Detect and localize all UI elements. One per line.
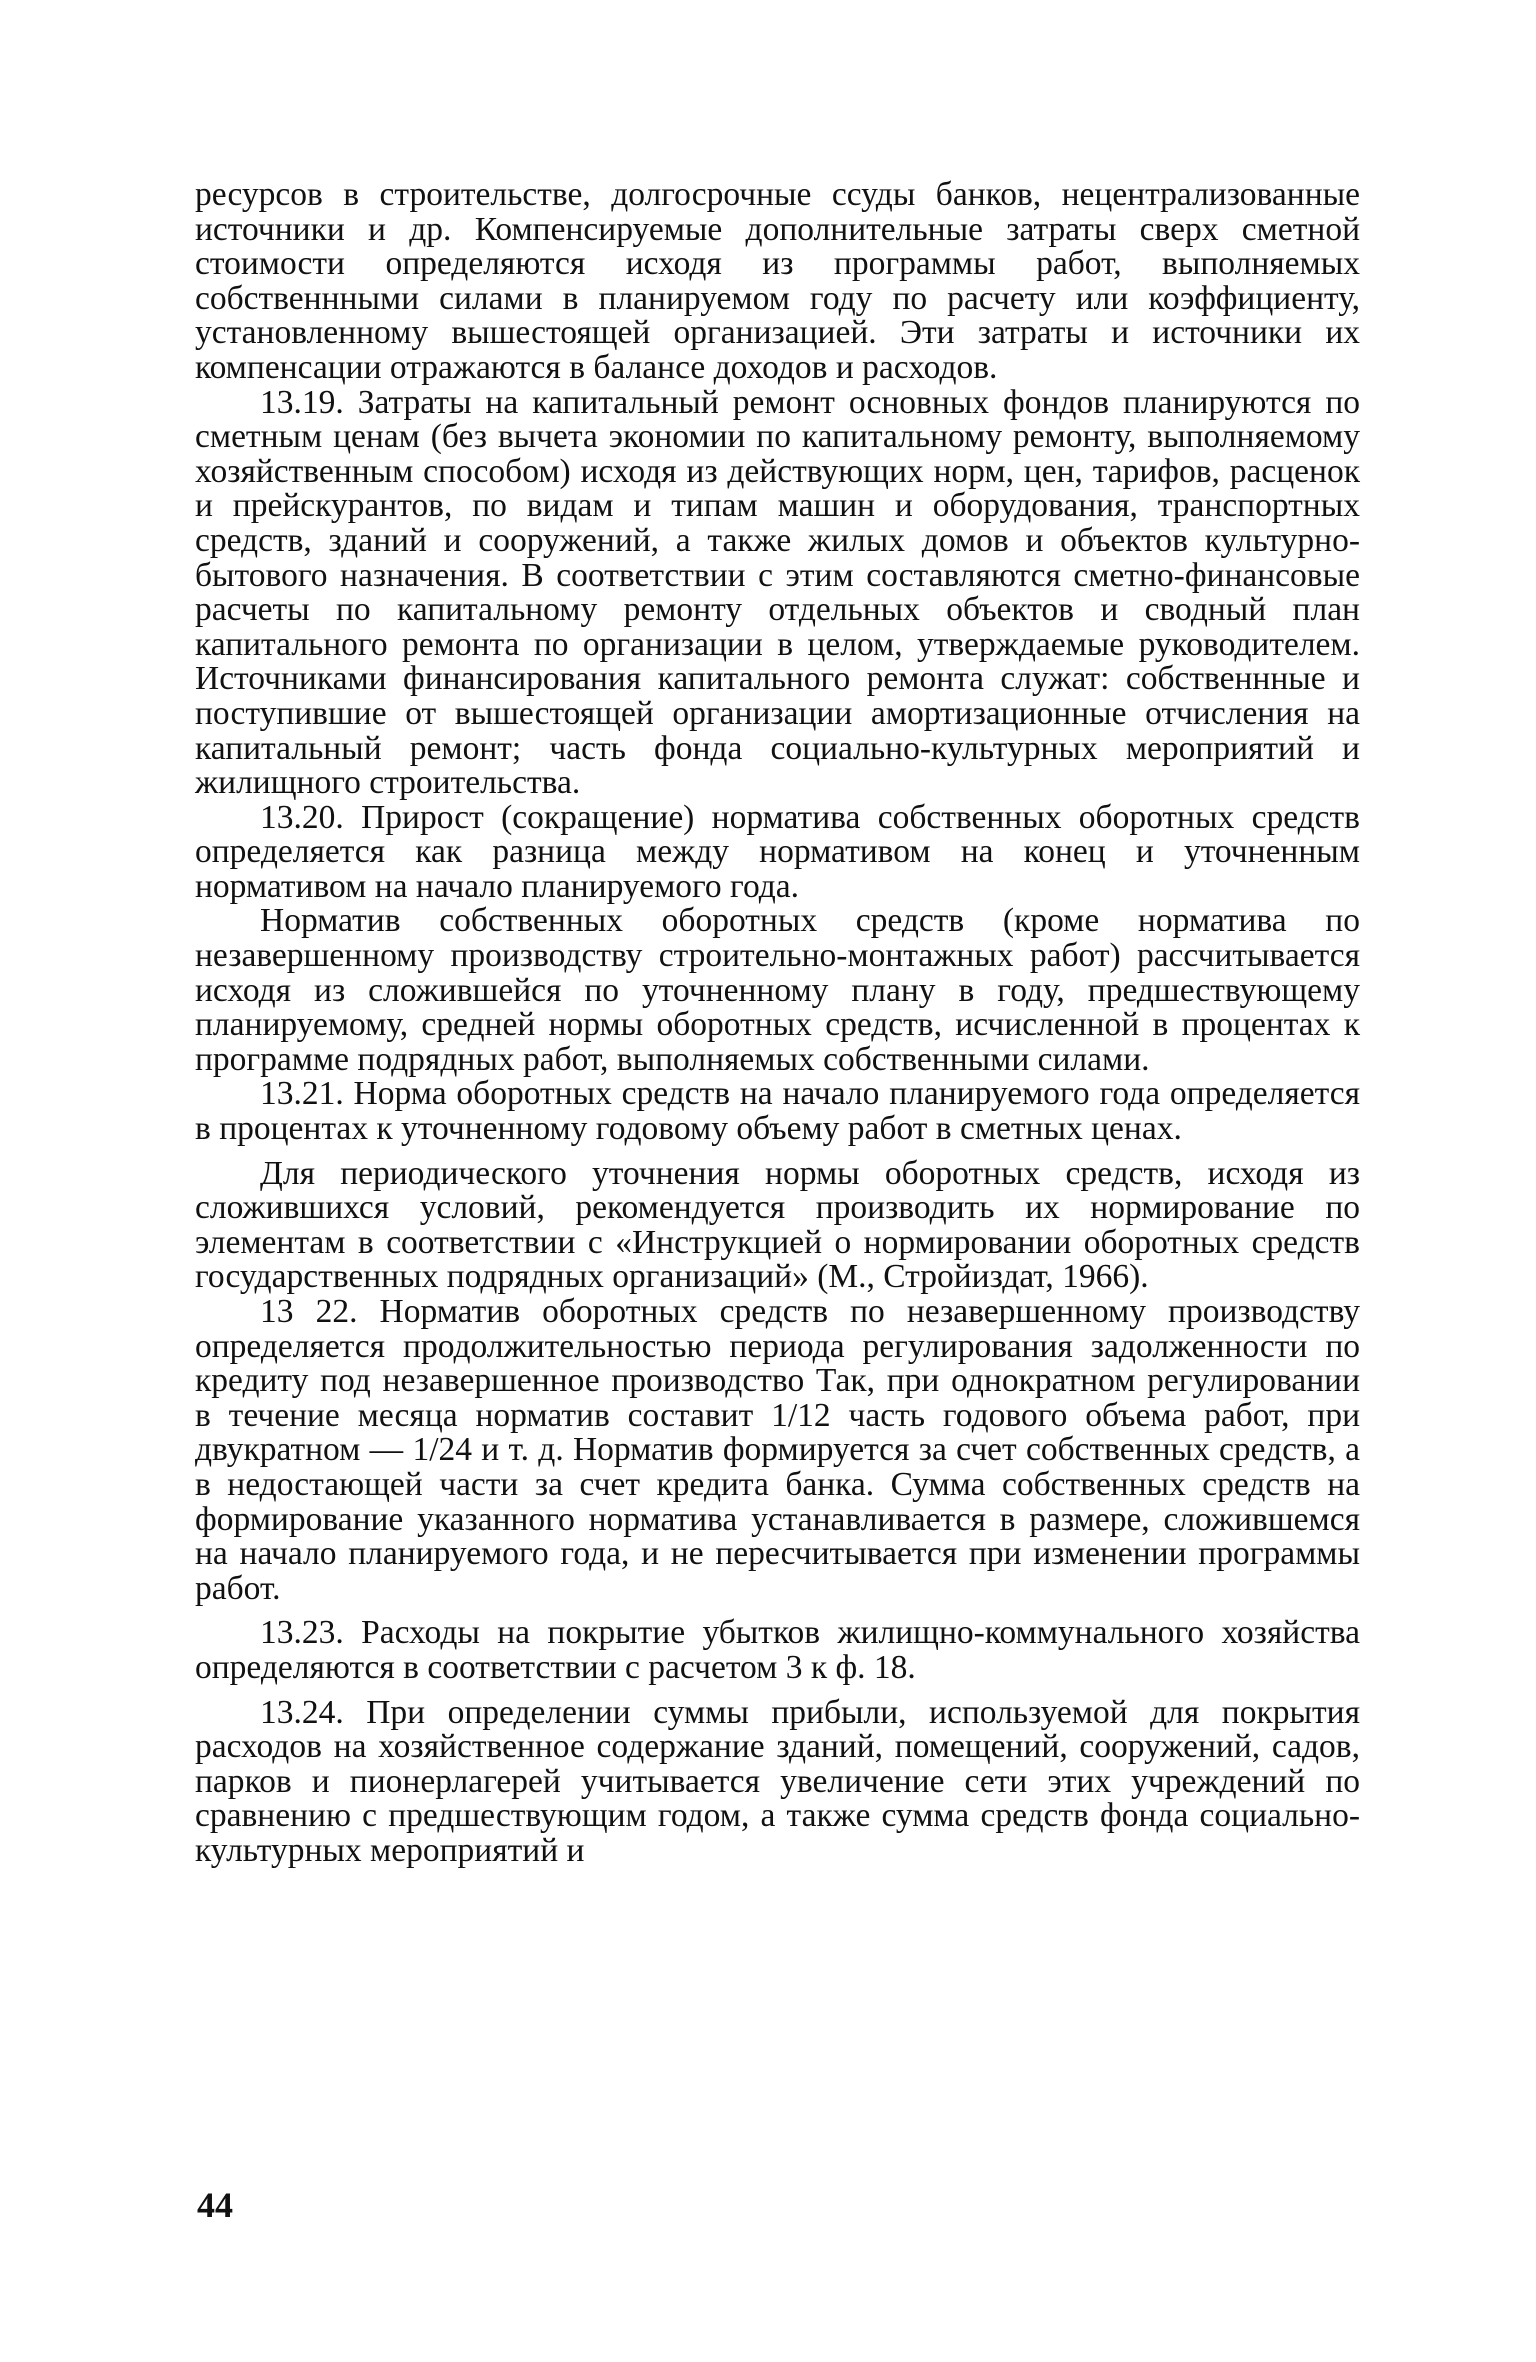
page-number: 44 bbox=[197, 2185, 233, 2225]
paragraph-13-22: 13 22. Норматив оборотных средств по незавершенному производству определяется продолжительностью периода регулирования задолженности по кредиту под незавершенное производство Так, при однократном регулировании в течение месяца норматив составит 1/12 часть годового объема работ, при двукратном — 1/24 и т. д. Норматив формируется за счет собственных средств, а в недостающей части за счет кредита банка. Сумма собственных средств на формирование указанного норматива устанавливается в размере, сложившемся на начало планируемого года, и не пересчитывается при изменении программы работ. bbox=[195, 1293, 1360, 1607]
paragraph-13-21: 13.21. Норма оборотных средств на начало планируемого года определяется в процентах к уточненному годовому объему работ в сметных ценах. bbox=[195, 1075, 1360, 1148]
paragraph-periodic-refinement: Для периодического уточнения нормы оборотных средств, исходя из сложившихся условий, рекомендуется производить их нормирование по элементам в соответствии с «Инструкцией о нормировании оборотных средств государственных подрядных организаций» (М., Стройиздат, 1966). bbox=[195, 1154, 1360, 1296]
paragraph-norm-own-funds: Норматив собственных оборотных средств (кроме норматива по незавершенному производству строительно-монтажных работ) рассчитывается исходя из сложившейся по уточненному плану в году, предшествующему планируемому, средней нормы оборотных средств, исчисленной в процентах к программе подрядных работ, выполняемых собственными силами. bbox=[195, 902, 1360, 1078]
paragraph-13-19: 13.19. Затраты на капитальный ремонт основных фондов планируются по сметным ценам (без вычета экономии по капитальному ремонту, выполняемому хозяйственным способом) исходя из действующих норм, цен, тарифов, расценок и прейскурантов, по видам и типам машин и оборудования, транспортных средств, зданий и сооружений, а также жилых домов и объектов культурно-бытового назначения. В соответствии с этим составляются сметно-финансовые расчеты по капитальному ремонту отдельных объектов и сводный план капитального ремонта по организации в целом, утверждаемые руководителем. Источниками финансирования капитального ремонта служат: собственнные и поступившие от вышестоящей организации амортизационные отчисления на капитальный ремонт; часть фонда социально-культурных мероприятий и жилищного строительства. bbox=[195, 383, 1360, 802]
paragraph-13-23: 13.23. Расходы на покрытие убытков жилищно-коммунального хозяйства определяются в соответствии с расчетом 3 к ф. 18. bbox=[195, 1614, 1360, 1686]
body-text bbox=[195, 178, 1360, 1869]
paragraph-13-20: 13.20. Прирост (сокращение) норматива собственных оборотных средств определяется как разница между нормативом на конец и уточненным нормативом на начало планируемого года. bbox=[195, 798, 1360, 905]
paragraph-1: ресурсов в строительстве, долгосрочные ссуды банков, нецентрализованные источники и др. Компенсируемые дополнительные затраты сверх сметной стоимости определяются исходя из программы работ, выполняемых собственнными силами в планируемом году по расчету или коэффициенту, установленному вышестоящей организацией. Эти затраты и источники их компенсации отражаются в балансе доходов и расходов. bbox=[195, 176, 1360, 386]
paragraph-13-24: 13.24. При определении суммы прибыли, используемой для покрытия расходов на хозяйственное содержание зданий, помещений, сооружений, садов, парков и пионерлагерей учитывается увеличение сети этих учреждений по сравнению с предшествующим годом, а также сумма средств фонда социально-культурных мероприятий и bbox=[195, 1693, 1360, 1869]
